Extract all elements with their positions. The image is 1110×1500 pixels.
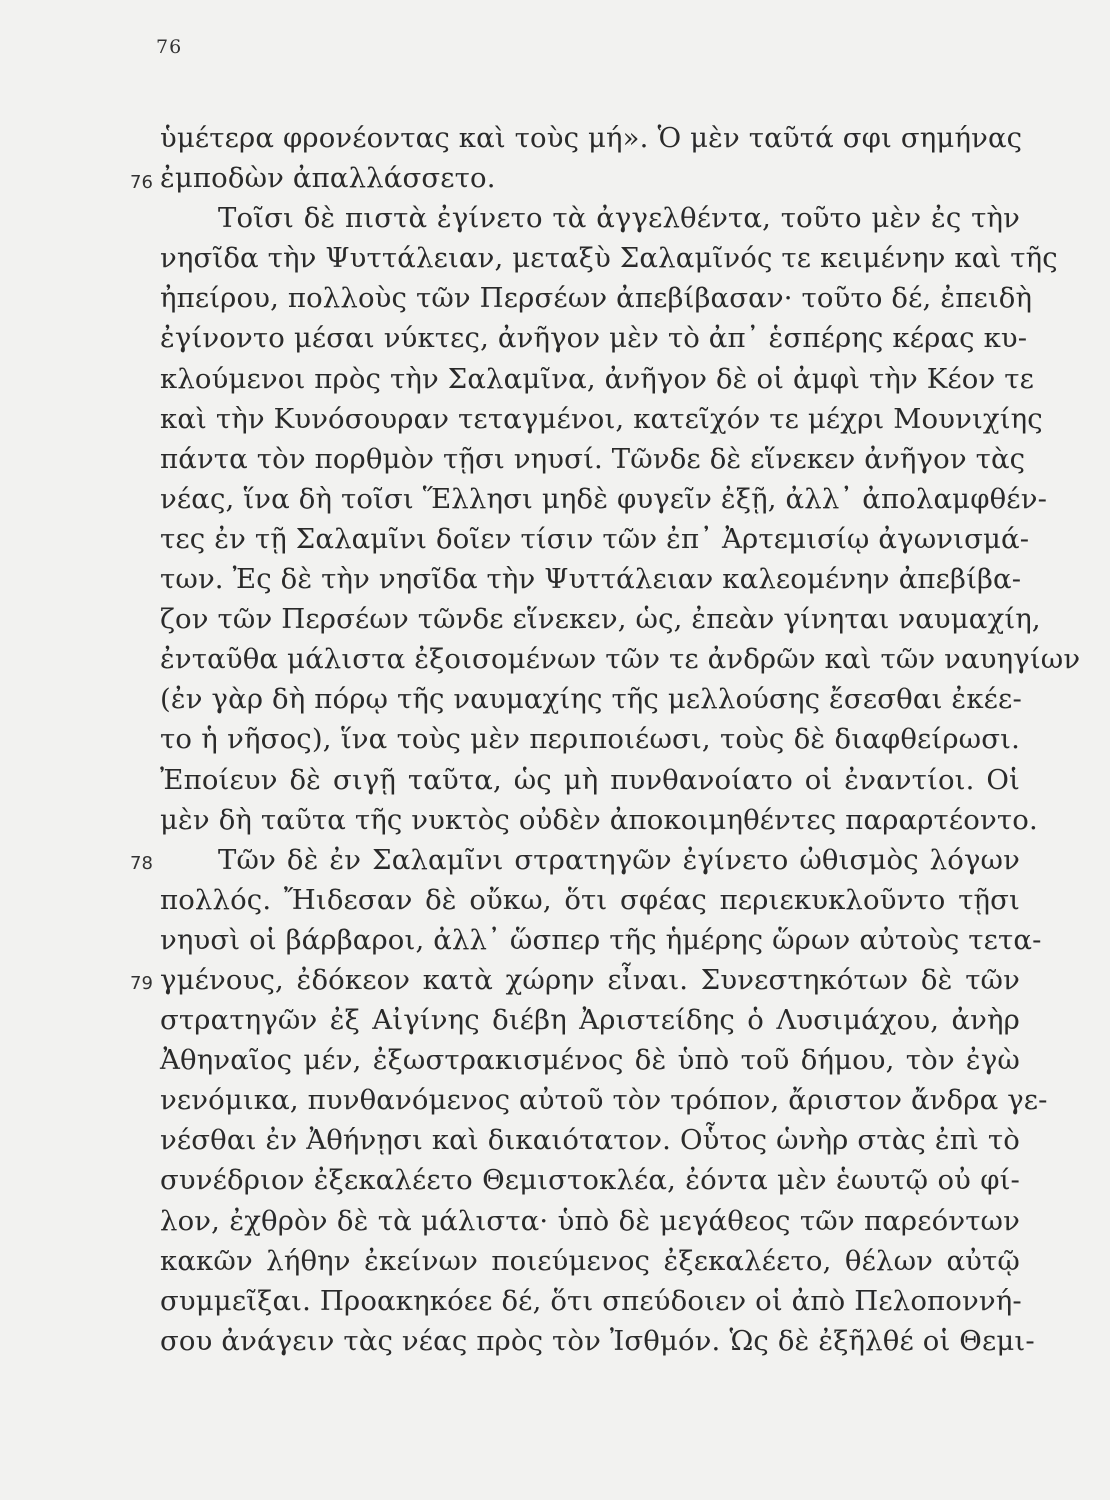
text-line: πάντα τὸν πορθμὸν τῇσι νηυσί. Τῶνδε δὲ εἵνεκεν ἀνῆγον τὰς [160,442,1026,475]
text-line: πολλός. Ἤιδεσαν δὲ οὔκω, ὅτι σφέας περιεκυκλοῦντο τῇσι [160,883,1020,916]
text-line: ἐμποδὼν ἀπαλλάσσετο. [160,162,496,195]
chapter-number-79: 79 [130,973,153,994]
page-number: 76 [156,36,183,58]
text-line: Ἀθηναῖος μέν, ἐξωστρακισμένος δὲ ὑπὸ τοῦ δήμου, τὸν ἐγὼ [160,1044,1020,1077]
text-line: νέσθαι ἐν Ἀθήνῃσι καὶ δικαιότατον. Οὗτος ὡνὴρ στὰς ἐπὶ τὸ [160,1124,1020,1157]
text-line: ἐγίνοντο μέσαι νύκτες, ἀνῆγον μὲν τὸ ἀπ᾿ ἑσπέρης κέρας κυ- [160,322,1028,355]
text-line: Τῶν δὲ ἐν Σαλαμῖνι στρατηγῶν ἐγίνετο ὠθισμὸς λόγων [218,843,1020,876]
greek-text-body [160,118,1081,1361]
chapter-number-78: 78 [130,853,153,874]
text-line: τες ἐν τῇ Σαλαμῖνι δοῖεν τίσιν τῶν ἐπ᾿ Ἀρτεμισίῳ ἀγωνισμά- [160,522,1030,555]
text-line: γμένους, ἐδόκεον κατὰ χώρην εἶναι. Συνεστηκότων δὲ τῶν [160,963,1020,996]
text-line: Τοῖσι δὲ πιστὰ ἐγίνετο τὰ ἀγγελθέντα, τοῦτο μὲν ἐς τὴν [218,202,1020,235]
text-line: νενόμικα, πυνθανόμενος αὐτοῦ τὸν τρόπον, ἄριστον ἄνδρα γε- [160,1084,1048,1117]
text-line: ἐνταῦθα μάλιστα ἐξοισομένων τῶν τε ἀνδρῶν καὶ τῶν ναυηγίων [160,643,1081,676]
text-line: των. Ἐς δὲ τὴν νησῖδα τὴν Ψυττάλειαν καλεομένην ἀπεβίβα- [160,563,1022,596]
text-line: ἠπείρου, πολλοὺς τῶν Περσέων ἀπεβίβασαν· τοῦτο δέ, ἐπειδὴ [160,282,1033,315]
text-line: σου ἀνάγειν τὰς νέας πρὸς τὸν Ἰσθμόν. Ὡς δὲ ἐξῆλθέ οἱ Θεμι- [160,1324,1035,1357]
text-line: συνέδριον ἐξεκαλέετο Θεμιστοκλέα, ἐόντα μὲν ἑωυτῷ οὐ φί- [160,1164,1020,1197]
text-line: (ἐν γὰρ δὴ πόρῳ τῆς ναυμαχίης τῆς μελλούσης ἔσεσθαι ἐκέε- [160,683,1022,716]
text-line: στρατηγῶν ἐξ Αἰγίνης διέβη Ἀριστείδης ὁ Λυσιμάχου, ἀνὴρ [160,1004,1020,1037]
text-line: το ἡ νῆσος), ἵνα τοὺς μὲν περιποιέωσι, τοὺς δὲ διαφθείρωσι. [160,723,1020,756]
text-line: μὲν δὴ ταῦτα τῆς νυκτὸς οὐδὲν ἀποκοιμηθέντες παραρτέοντο. [160,803,1038,836]
text-line: συμμεῖξαι. Προακηκόεε δέ, ὅτι σπεύδοιεν οἱ ἀπὸ Πελοποννή- [160,1284,1022,1317]
text-line: κακῶν λήθην ἐκείνων ποιεύμενος ἐξεκαλέετο, θέλων αὐτῷ [160,1244,1020,1277]
text-line: λον, ἐχθρὸν δὲ τὰ μάλιστα· ὑπὸ δὲ μεγάθεος τῶν παρεόντων [160,1204,1020,1237]
text-line: νηυσὶ οἱ βάρβαροι, ἀλλ᾿ ὥσπερ τῆς ἡμέρης ὥρων αὐτοὺς τετα- [160,923,1042,956]
text-line: ὑμέτερα φρονέοντας καὶ τοὺς μή». Ὁ μὲν ταῦτά σφι σημήνας [160,122,1023,154]
text-line: ζον τῶν Περσέων τῶνδε εἵνεκεν, ὡς, ἐπεὰν γίνηται ναυμαχίη, [160,603,1041,636]
chapter-number-76: 76 [130,172,153,193]
text-line: νησῖδα τὴν Ψυττάλειαν, μεταξὺ Σαλαμῖνός τε κειμένην καὶ τῆς [160,242,1058,275]
text-line: Ἐποίευν δὲ σιγῇ ταῦτα, ὡς μὴ πυνθανοίατο οἱ ἐναντίοι. Οἱ [160,763,1020,796]
text-line: καὶ τὴν Κυνόσουραν τεταγμένοι, κατεῖχόν τε μέχρι Μουνιχίης [160,402,1043,435]
text-line: νέας, ἵνα δὴ τοῖσι Ἕλλησι μηδὲ φυγεῖν ἐξῇ, ἀλλ᾿ ἀπολαμφθέν- [160,482,1048,515]
text-line: κλούμενοι πρὸς τὴν Σαλαμῖνα, ἀνῆγον δὲ οἱ ἀμφὶ τὴν Κέον τε [160,362,1035,395]
